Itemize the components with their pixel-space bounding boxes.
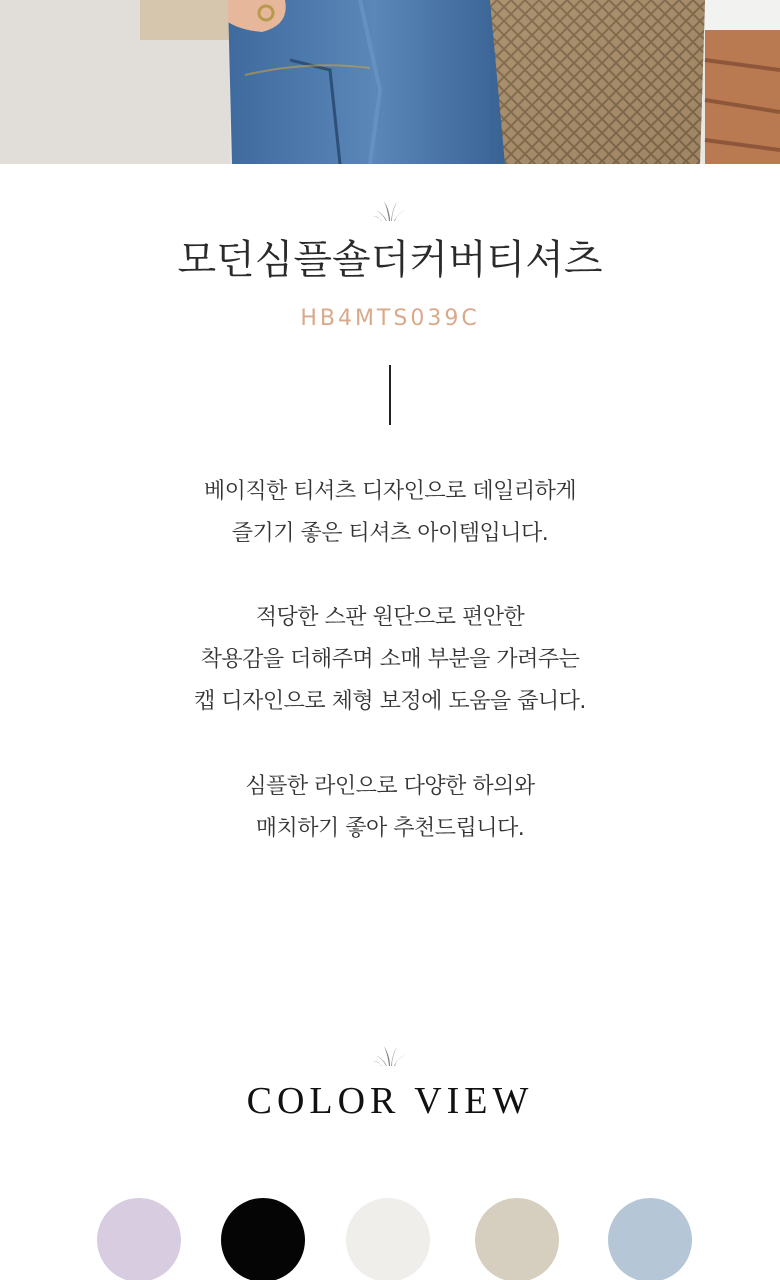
leaf-ornament-icon — [370, 200, 410, 222]
vertical-divider — [389, 365, 391, 425]
description-line: 캡 디자인으로 체형 보정에 도움을 줍니다. — [194, 689, 586, 714]
description-line: 베이직한 티셔츠 디자인으로 데일리하게 — [203, 479, 577, 504]
description-line: 적당한 스판 원단으로 편안한 — [255, 605, 525, 630]
description-line: 즐기기 좋은 티셔츠 아이템입니다. — [231, 521, 549, 546]
color-swatch-sky-blue[interactable] — [608, 1198, 692, 1280]
color-swatch-lavender[interactable] — [97, 1198, 181, 1280]
product-title: 모던심플숄더커버티셔츠 — [177, 237, 603, 283]
description-paragraph-1 — [0, 471, 780, 555]
color-swatch-black[interactable] — [221, 1198, 305, 1280]
leaf-ornament-icon — [370, 1045, 410, 1067]
product-code: HB4MTS039C — [300, 306, 480, 331]
description-line: 심플한 라인으로 다양한 하의와 — [245, 774, 535, 799]
description-line: 매치하기 좋아 추천드립니다. — [255, 816, 525, 841]
color-swatch-row — [0, 1198, 780, 1280]
product-photo — [0, 0, 780, 164]
description-line: 착용감을 더해주며 소매 부분을 가려주는 — [200, 647, 580, 672]
description-paragraph-3 — [0, 766, 780, 850]
color-view-title: COLOR VIEW — [246, 1080, 534, 1122]
description-paragraph-2 — [0, 597, 780, 723]
color-swatch-ivory[interactable] — [346, 1198, 430, 1280]
color-swatch-beige[interactable] — [475, 1198, 559, 1280]
